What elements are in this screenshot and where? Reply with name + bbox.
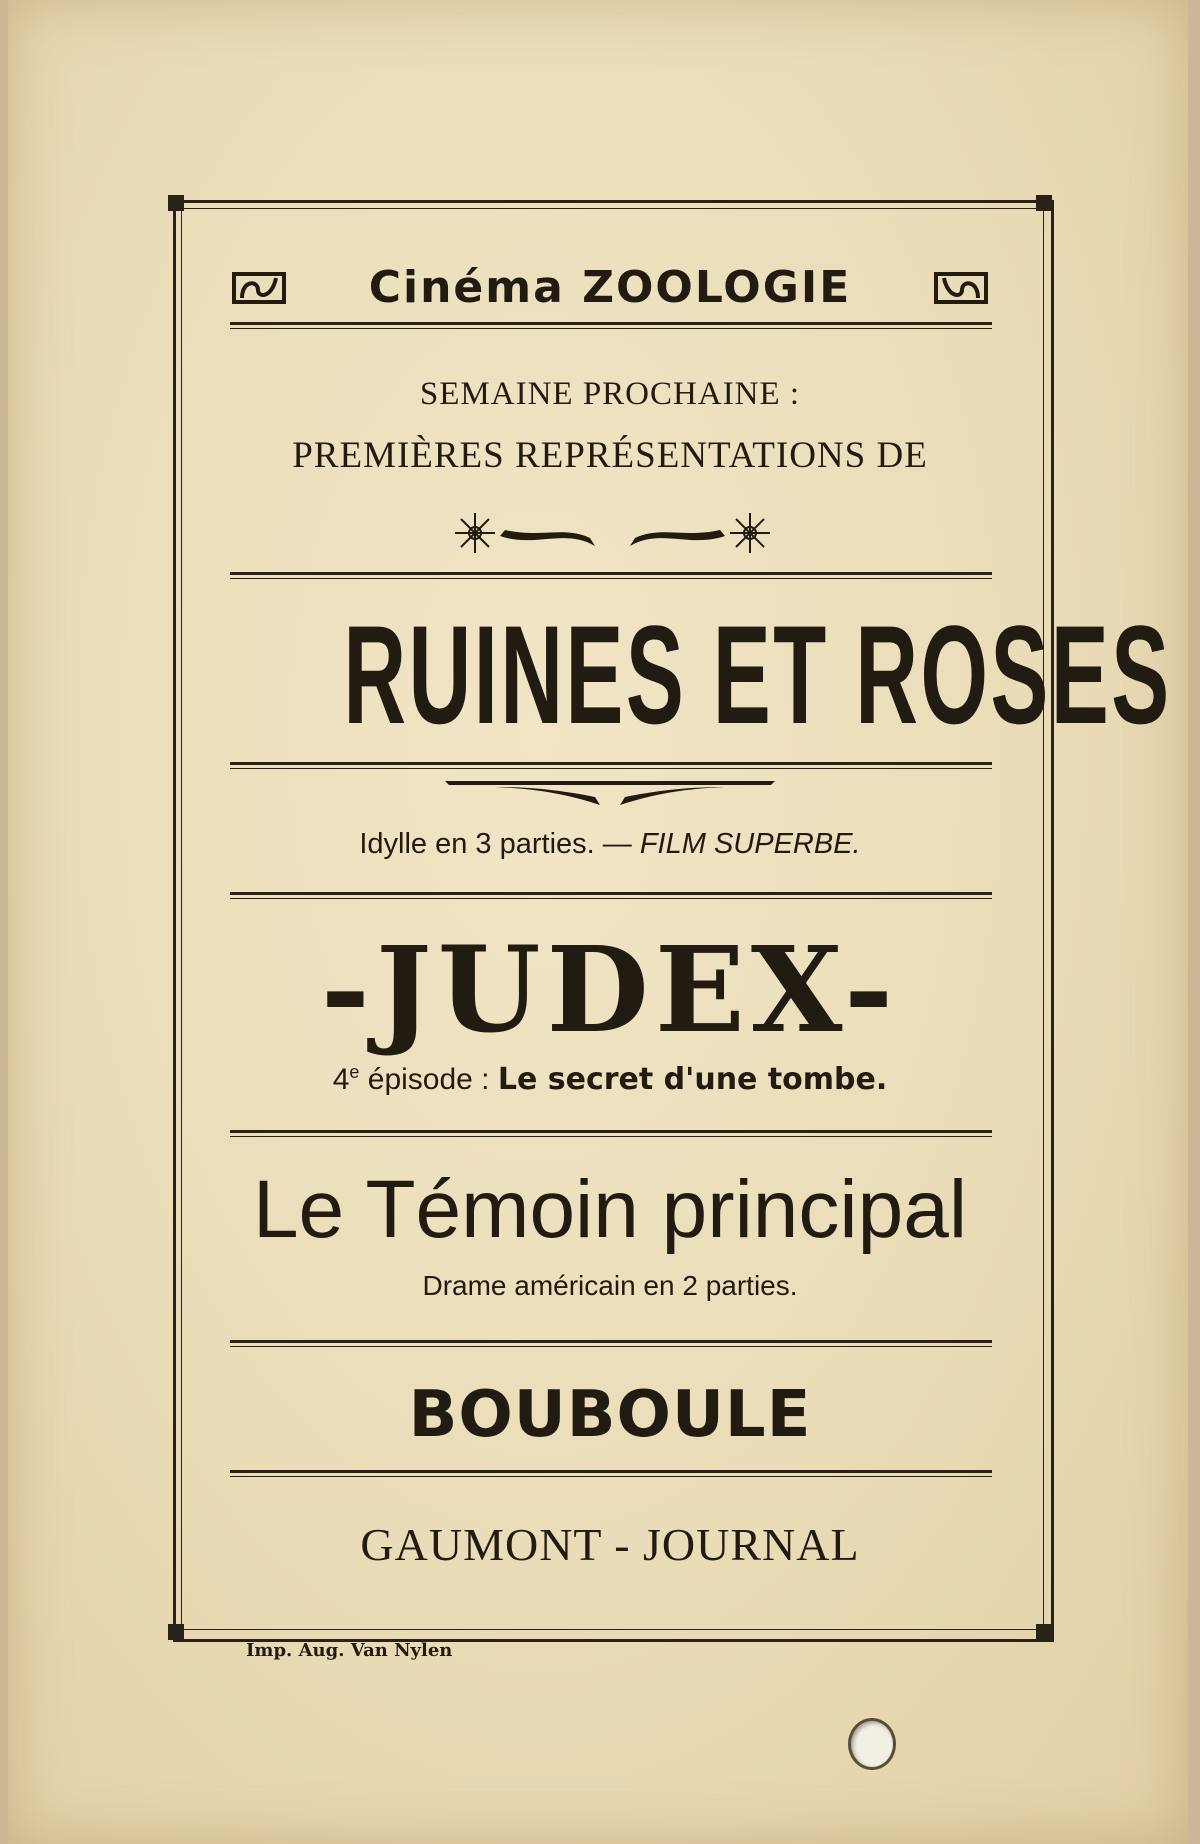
judex-episode-line: 4e épisode : Le secret d'une tombe.	[332, 1062, 888, 1097]
printer-credit: Imp. Aug. Van Nylen	[246, 1640, 453, 1661]
cinema-name-heading: Cinéma ZOOLOGIE	[368, 262, 852, 313]
frame-corner-bottom-right	[1036, 1624, 1052, 1640]
rule-before-bouboule	[230, 1340, 992, 1347]
frame-corner-top-left	[168, 195, 184, 211]
film-3-description: Drame américain en 2 parties.	[422, 1270, 798, 1301]
rule-before-temoin	[230, 1130, 992, 1137]
header-rule	[230, 322, 992, 329]
title-rule-top	[230, 572, 992, 579]
film-1-description: Idylle en 3 parties. — FILM SUPERBE.	[359, 828, 861, 860]
flower-flourish-icon	[445, 508, 780, 558]
premieres-label: PREMIÈRES REPRÉSENTATIONS DE	[292, 435, 928, 476]
next-week-label: SEMAINE PROCHAINE :	[419, 376, 801, 412]
frame-corner-top-right	[1036, 195, 1052, 211]
rule-before-gaumont	[230, 1470, 992, 1477]
art-nouveau-ornament-right-icon	[934, 270, 988, 306]
film-title-bouboule: BOUBOULE	[408, 1378, 812, 1452]
rule-before-judex	[230, 892, 992, 899]
film-title-le-temoin-principal: Le Témoin principal	[252, 1164, 968, 1255]
film-title-ruines-et-roses: RUINES ET ROSES	[343, 596, 1172, 753]
film-title-judex: -JUDEX-	[320, 920, 900, 1059]
swash-flourish-icon	[435, 775, 785, 809]
punch-hole	[848, 1718, 896, 1770]
film-title-gaumont-journal: GAUMONT - JOURNAL	[360, 1519, 860, 1570]
frame-corner-bottom-left	[168, 1624, 184, 1640]
title-rule-bottom	[230, 762, 992, 769]
